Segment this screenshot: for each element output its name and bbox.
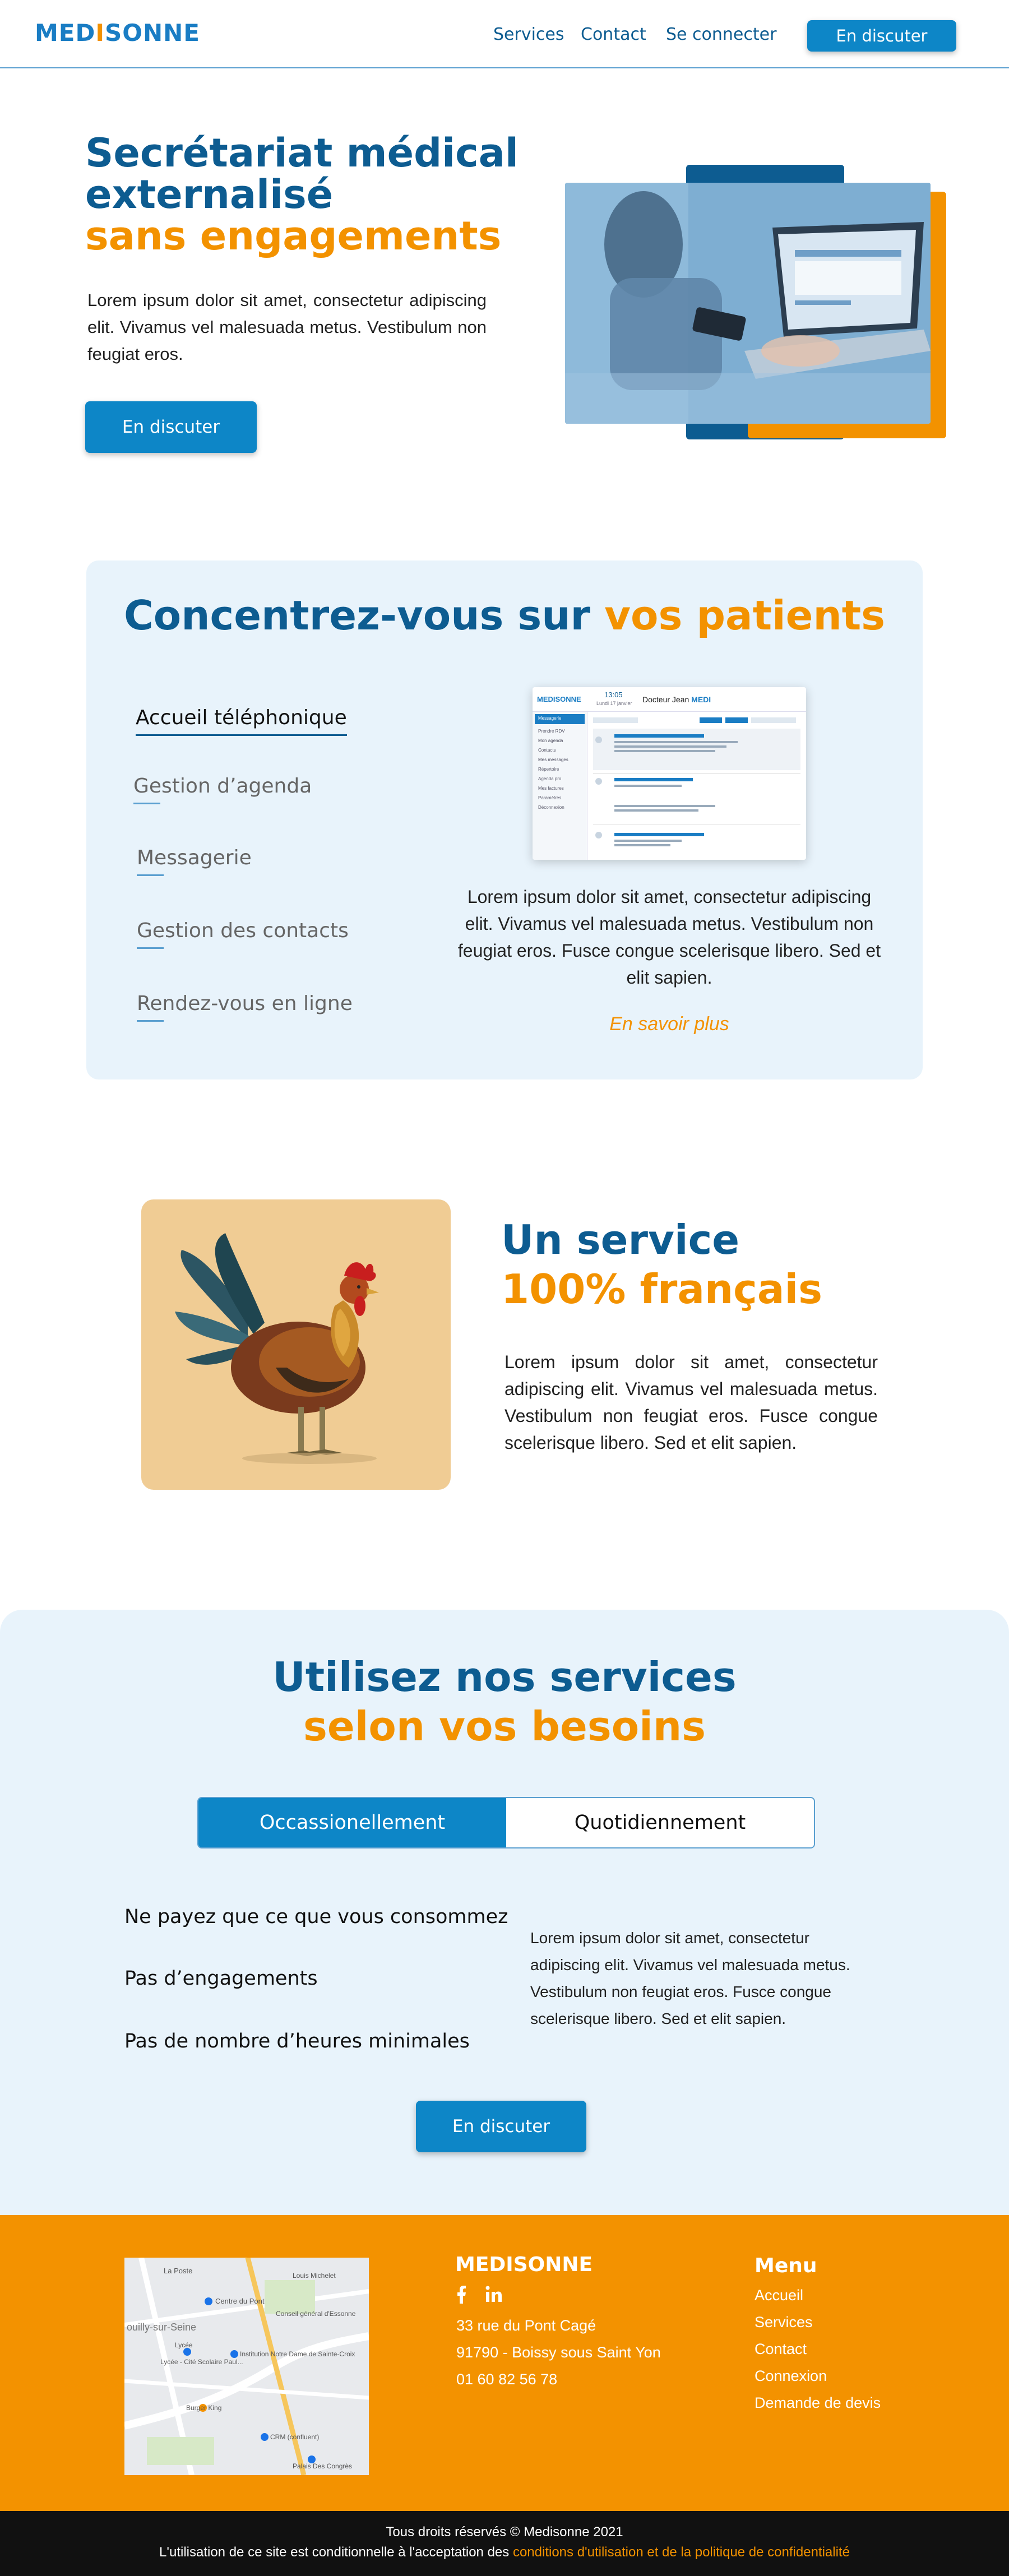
app-date: Lundi 17 janvier xyxy=(596,701,632,706)
site-footer xyxy=(0,2215,1009,2511)
logo[interactable]: MEDISONNE xyxy=(35,19,200,47)
map-label: Centre du Pont xyxy=(215,2297,265,2305)
nav-login[interactable]: Se connecter xyxy=(666,25,777,44)
services-cta-button[interactable]: En discuter xyxy=(416,2101,586,2152)
hero-photo xyxy=(565,183,931,424)
terms-notice: L'utilisation de ce site est conditionnelle à l'acceptation des conditions d'utilisation et de la politique de confidentialité xyxy=(159,2545,850,2560)
app-sidebar-item: Déconnexion xyxy=(538,805,564,810)
footer-link-services[interactable]: Services xyxy=(755,2314,813,2331)
terms-link[interactable]: conditions d'utilisation et de la politique de confidentialité xyxy=(512,2545,850,2560)
hero-title: Secrétariat médical externalisé sans engagements xyxy=(85,130,519,259)
laptop-illustration xyxy=(565,183,931,424)
app-doctor: Docteur Jean MEDI xyxy=(642,695,711,704)
app-sidebar-item: Mes factures xyxy=(538,786,564,791)
french-text: Lorem ipsum dolor sit amet, consectetur adipiscing elit. Vivamus vel malesuada metus. Vestibulum non feugiat eros. Fusce congue scelerisque libero. Sed et elit sapien. xyxy=(504,1352,878,1453)
map-label: La Poste xyxy=(164,2267,193,2275)
location-map[interactable] xyxy=(124,2258,369,2475)
map-label: ouilly-sur-Seine xyxy=(127,2322,197,2333)
footer-address-line2: 91790 - Boissy sous Saint Yon xyxy=(456,2344,661,2361)
footer-link-home[interactable]: Accueil xyxy=(755,2287,804,2304)
patients-title: Concentrez-vous sur vos patients xyxy=(123,592,886,639)
tab-messagerie[interactable]: Messagerie xyxy=(137,846,252,869)
map-label: Institution Notre Dame de Sainte-Croix xyxy=(240,2350,355,2358)
services-text: Lorem ipsum dolor sit amet, consectetur adipiscing elit. Vivamus vel malesuada metus. Vestibulum non feugiat eros. Fusce congue scelerisque libero. Sed et elit sapien. xyxy=(530,1929,850,2027)
map-label: Louis Michelet xyxy=(293,2272,336,2280)
tab-accueil-telephonique[interactable]: Accueil téléphonique xyxy=(136,706,347,729)
hero-cta-button[interactable]: En discuter xyxy=(85,401,257,453)
services-title: Utilisez nos services selon vos besoins xyxy=(272,1653,737,1750)
rooster-image xyxy=(141,1199,451,1490)
hero-image xyxy=(565,165,946,439)
nav-services[interactable]: Services xyxy=(493,25,564,44)
hero-text: Lorem ipsum dolor sit amet, consectetur adipiscing elit. Vivamus vel malesuada metus. Vestibulum non feugiat eros. xyxy=(87,290,487,364)
header-cta-button[interactable]: En discuter xyxy=(807,20,956,52)
app-sidebar-item: Paramètres xyxy=(538,795,562,800)
copyright: Tous droits réservés © Medisonne 2021 xyxy=(386,2524,623,2540)
map-label: CRM (confluent) xyxy=(270,2433,320,2441)
patients-text: Lorem ipsum dolor sit amet, consectetur adipiscing elit. Vivamus vel malesuada metus. Vestibulum non feugiat eros. Fusce congue scelerisque libero. Sed et elit sapien. xyxy=(457,887,881,988)
app-sidebar-item: Messagerie xyxy=(535,714,585,724)
nav-contact[interactable]: Contact xyxy=(581,25,646,44)
feature-no-minimum-hours: Pas de nombre d’heures minimales xyxy=(124,2030,470,2053)
app-sidebar-item: Mon agenda xyxy=(538,738,563,743)
footer-brand: MEDISONNE xyxy=(455,2253,593,2276)
linkedin-icon[interactable] xyxy=(485,2286,502,2305)
app-sidebar xyxy=(533,712,587,860)
toggle-daily[interactable]: Quotidiennement xyxy=(574,1811,746,1834)
rooster-illustration xyxy=(141,1199,451,1490)
app-screenshot xyxy=(533,687,806,860)
site-header xyxy=(0,0,1009,68)
app-sidebar-item: Agenda pro xyxy=(538,776,562,781)
tab-gestion-contacts[interactable]: Gestion des contacts xyxy=(137,919,349,942)
tab-rendez-vous[interactable]: Rendez-vous en ligne xyxy=(137,992,353,1015)
feature-no-commitment: Pas d’engagements xyxy=(124,1967,318,1990)
footer-link-login[interactable]: Connexion xyxy=(755,2367,827,2384)
footer-link-quote[interactable]: Demande de devis xyxy=(755,2394,881,2411)
map-label: Burger King xyxy=(186,2404,222,2412)
app-logo: MEDISONNE xyxy=(537,695,581,703)
map-illustration xyxy=(124,2258,369,2475)
footer-phone[interactable]: 01 60 82 56 78 xyxy=(456,2371,558,2388)
map-label: Palais Des Congrès xyxy=(293,2462,353,2470)
app-sidebar-item: Contacts xyxy=(538,748,556,753)
services-section xyxy=(0,1610,1009,2215)
app-sidebar-item: Répertoire xyxy=(538,767,559,772)
footer-address-line1: 33 rue du Pont Cagé xyxy=(456,2317,596,2334)
footer-menu-title: Menu xyxy=(755,2254,817,2277)
legal-bar xyxy=(0,2511,1009,2576)
app-time: 13:05 xyxy=(604,691,623,699)
patients-section xyxy=(86,560,923,1079)
french-title: Un service 100% français xyxy=(501,1216,822,1313)
map-label: Conseil général d'Essonne xyxy=(276,2310,356,2318)
app-message-list xyxy=(587,712,806,860)
app-sidebar-item: Mes messages xyxy=(538,757,568,762)
feature-pay-per-use: Ne payez que ce que vous consommez xyxy=(124,1906,508,1928)
map-label: Lycée xyxy=(175,2341,193,2349)
toggle-occasionally[interactable]: Occassionellement xyxy=(198,1798,506,1847)
facebook-icon[interactable] xyxy=(456,2286,466,2306)
learn-more-link[interactable]: En savoir plus xyxy=(609,1013,729,1035)
map-label: Lycée - Cité Scolaire Paul... xyxy=(160,2358,243,2366)
tab-gestion-agenda[interactable]: Gestion d’agenda xyxy=(133,775,312,798)
frequency-toggle xyxy=(197,1797,815,1848)
footer-link-contact[interactable]: Contact xyxy=(755,2341,807,2357)
app-topbar xyxy=(533,687,806,712)
app-sidebar-item: Prendre RDV xyxy=(538,729,565,734)
